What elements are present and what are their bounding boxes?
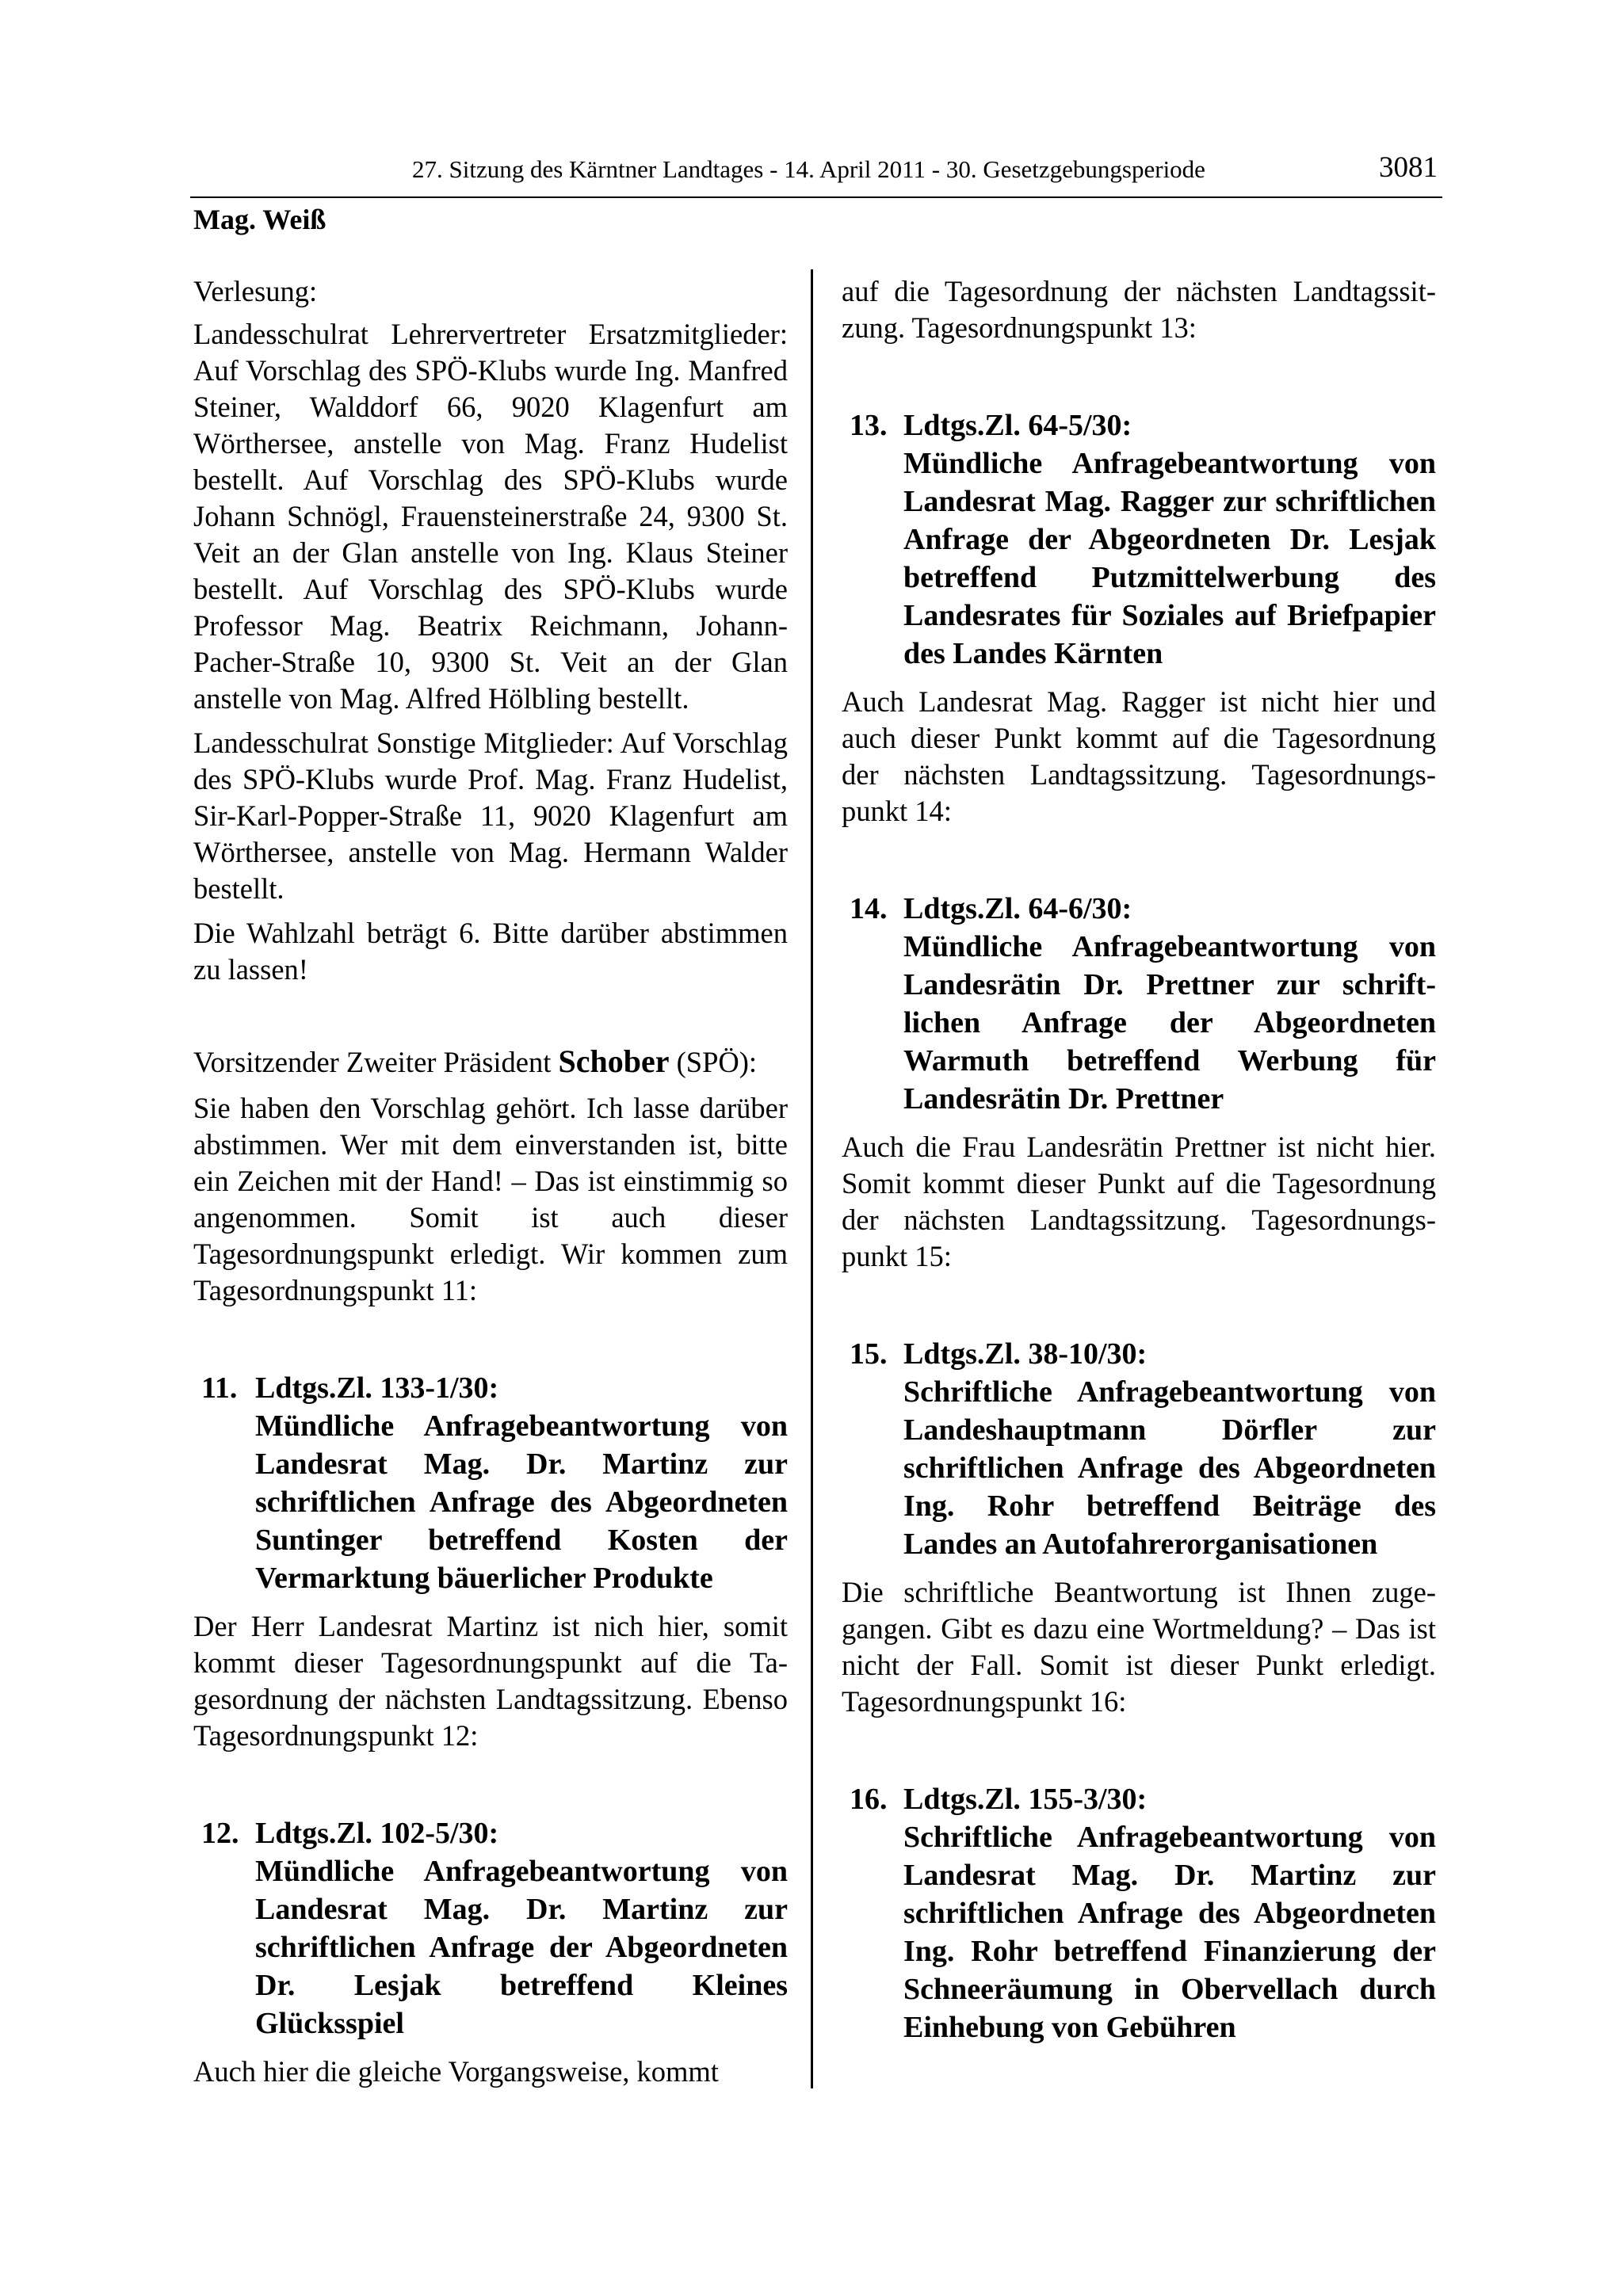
item-ref: Ldtgs.Zl. 133-1/30: <box>255 1371 499 1405</box>
item-title: Mündliche Anfragebeantwortung von Landesrat Mag. Ragger zur schriftlichen Anfrage der Abgeordneten Dr. Lesjak betreffend Putzmittelwerbung des Landesrates für Soziales auf Briefpapier des Landes Kärnten <box>903 447 1436 670</box>
paragraph: Die schriftliche Beantwortung ist Ihnen zugegangen. Gibt es dazu eine Wortmeldung? – Das ist nicht der Fall. Somit ist dieser Punkt erledigt. Tagesordnungspunkt 16: <box>842 1576 1436 1718</box>
speaker-name: Schober <box>558 1043 670 1079</box>
item-title: Schriftliche Anfragebeantwortung von Landeshauptmann Dörfler zur schriftlichen Anfrage des Abgeordneten Ing. Rohr betreffend Beiträge des Landes an Autofahrerorganisationen <box>903 1375 1436 1561</box>
item-title: Mündliche Anfragebeantwortung von Landesrat Mag. Dr. Martinz zur schriftlichen Anfrage der Abgeordneten Dr. Lesjak betreffend Kleines Glücksspiel <box>255 1855 788 2040</box>
paragraph: Auch Landesrat Mag. Ragger ist nicht hier und auch dieser Punkt kommt auf die Tagesordnung der nächsten Landtagssitzung. Tagesordnungspunkt 14: <box>842 685 1436 827</box>
page-number: 3081 <box>1379 151 1438 184</box>
item-title: Mündliche Anfragebeantwortung von Landesrätin Dr. Prettner zur schriftlichen Anfrage der Abgeordneten Warmuth betreffend Werbung für Landesrätin Dr. Prettner <box>903 930 1436 1116</box>
item-number: 15. <box>850 1337 888 1371</box>
header-title: 27. Sitzung des Kärntner Landtages - 14. April 2011 - 30. Gesetzgebungsperiode <box>412 155 1205 183</box>
paragraph: Landesschulrat Lehrervertreter Ersatzmitglieder: Auf Vorschlag des SPÖ-Klubs wurde Ing. Manfred Steiner, Walddorf 66, 9020 Klagenfurt am Wörthersee, anstelle von Mag. Franz Hudelist bestellt. Auf Vorschlag des SPÖ-Klubs wurde Johann Schnögl, Frauensteinerstraße 24, 9300 St. Veit an der Glan anstelle von Ing. Klaus Steiner bestellt. Auf Vorschlag des SPÖ-Klubs wurde Professor Mag. Beatrix Reichmann, Johann-Pacher-Straße 10, 9300 St. Veit an der Glan anstelle von Mag. Alfred Hölbling bestellt. <box>193 318 788 715</box>
paragraph: Der Herr Landesrat Martinz ist nich hier, somit kommt dieser Tagesordnungspunkt auf die Tagesordnung der nächsten Landtagssitzung. Ebenso Tagesordnungspunkt 12: <box>193 1610 788 1752</box>
agenda-item-16 <box>842 1780 1436 2046</box>
item-ref: Ldtgs.Zl. 64-5/30: <box>903 409 1132 442</box>
paragraph: Sie haben den Vorschlag gehört. Ich lasse darüber abstimmen. Wer mit dem einverstanden ist, bitte ein Zeichen mit der Hand! – Das ist einstimmig so angenommen. Somit ist auch dieser Tagesordnungspunkt erledigt. Wir kommen zum Tagesordnungspunkt 11: <box>193 1092 788 1306</box>
speaker-heading: Mag. Weiß <box>193 204 327 235</box>
header-rule <box>190 196 1442 198</box>
paragraph: Auch hier die gleiche Vorgangsweise, kommt <box>193 2055 719 2088</box>
paragraph: Die Wahlzahl beträgt 6. Bitte darüber abstimmen zu lassen! <box>193 917 788 986</box>
speaker-suffix: (SPÖ): <box>676 1046 758 1078</box>
item-number: 16. <box>850 1783 888 1816</box>
paragraph: Auch die Frau Landesrätin Prettner ist nicht hier. Somit kommt dieser Punkt auf die Tagesordnung der nächsten Landtagssitzung. Tagesordnungspunkt 15: <box>842 1131 1436 1272</box>
item-number: 14. <box>850 892 888 925</box>
item-ref: Ldtgs.Zl. 155-3/30: <box>903 1783 1148 1816</box>
item-number: 13. <box>850 409 888 442</box>
item-title: Mündliche Anfragebeantwortung von Landesrat Mag. Dr. Martinz zur schriftlichen Anfrage des Abgeordneten Suntinger betreffend Kosten der Vermarktung bäuerlicher Produkte <box>255 1409 788 1595</box>
item-ref: Ldtgs.Zl. 64-6/30: <box>903 892 1132 925</box>
item-title: Schriftliche Anfragebeantwortung von Landesrat Mag. Dr. Martinz zur schriftlichen Anfrage des Abgeordneten Ing. Rohr betreffend Finanzierung der Schneeräumung in Obervellach durch Einhebung von Gebühren <box>903 1821 1436 2044</box>
item-number: 11. <box>201 1371 238 1405</box>
left-column <box>193 273 788 2098</box>
paragraph: auf die Tagesordnung der nächsten Landtagssitzung. Tagesordnungspunkt 13: <box>842 275 1436 344</box>
item-number: 12. <box>201 1817 239 1850</box>
agenda-item-13 <box>842 406 1436 673</box>
paragraph: Landesschulrat Sonstige Mitglieder: Auf Vorschlag des SPÖ-Klubs wurde Prof. Mag. Franz Hudelist, Sir-Karl-Popper-Straße 11, 9020 Klagenfurt am Wörthersee, anstelle von Mag. Hermann Walder bestellt. <box>193 727 788 905</box>
agenda-item-15 <box>842 1335 1436 1563</box>
agenda-item-11 <box>193 1369 788 1597</box>
agenda-item-14 <box>842 890 1436 1118</box>
column-divider <box>811 269 813 2088</box>
item-ref: Ldtgs.Zl. 102-5/30: <box>255 1817 499 1850</box>
agenda-item-12 <box>193 1814 788 2042</box>
item-ref: Ldtgs.Zl. 38-10/30: <box>903 1337 1148 1371</box>
speaker-prefix: Vorsitzender Zweiter Präsident <box>193 1046 552 1078</box>
reading-label: Verlesung: <box>193 275 318 307</box>
right-column <box>842 273 1436 2058</box>
speaker-line <box>193 1043 788 1081</box>
